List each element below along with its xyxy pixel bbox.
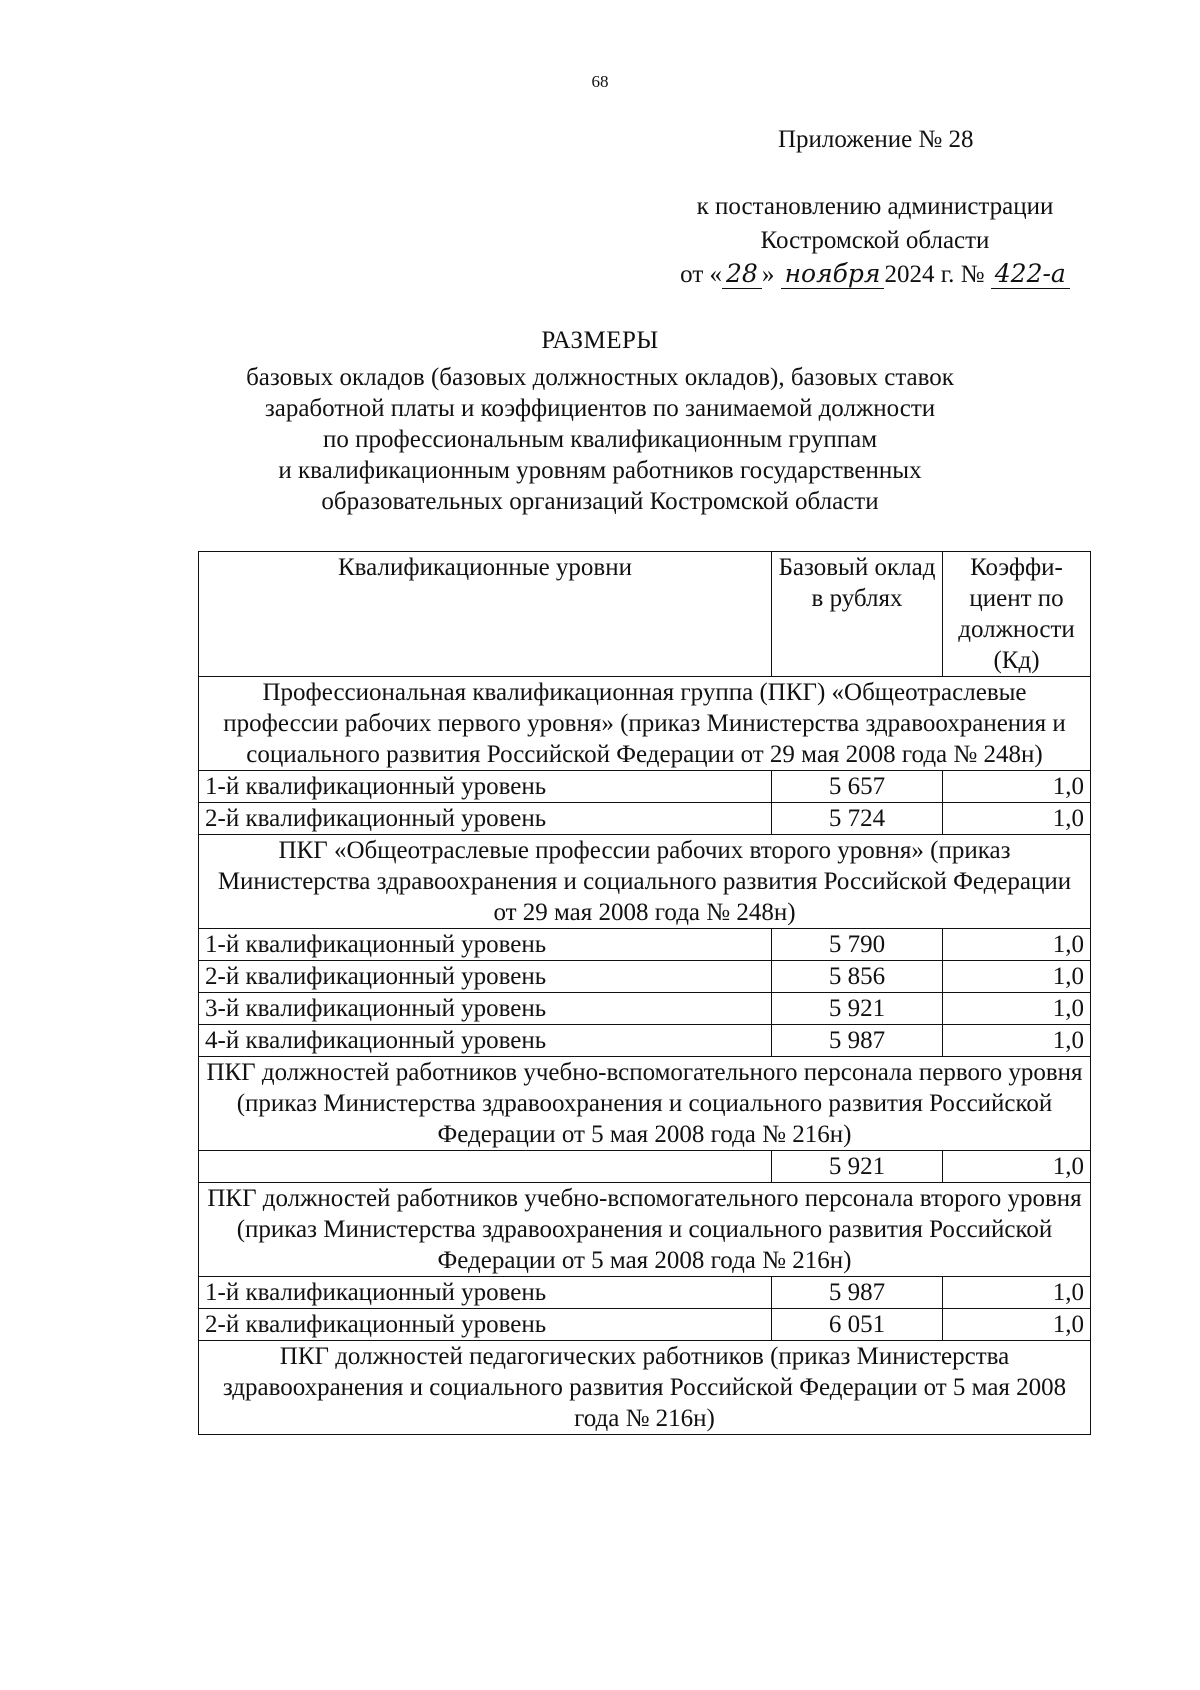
table-row — [199, 1151, 1091, 1183]
salary-cell: 5 657 — [772, 771, 943, 803]
group-row — [199, 1057, 1091, 1151]
decree-date — [600, 258, 1150, 292]
column-header-coefficient: Коэффи- циент по должности (Кд) — [943, 552, 1091, 677]
table-row — [199, 929, 1091, 961]
group-title: Профессиональная квалификационная группа (ПКГ) «Общеотраслевые профессии рабочих первого уровня» (приказ Министерства здравоохранения и социального развития Российской Федерации от 29 мая 2008 года № 248н) — [199, 677, 1091, 771]
handwritten-month: ноября — [781, 260, 885, 289]
level-cell: 2-й квалификационный уровень — [199, 961, 772, 993]
coefficient-cell: 1,0 — [943, 1309, 1091, 1341]
title-line: базовых окладов (базовых должностных окладов), базовых ставок — [246, 364, 954, 391]
title-line: и квалификационным уровням работников государственных — [278, 457, 922, 484]
decree-line-2: Костромской области — [760, 227, 990, 254]
column-header-salary: Базовый оклад в рублях — [772, 552, 943, 677]
group-row — [199, 835, 1091, 929]
coefficient-cell: 1,0 — [943, 1025, 1091, 1057]
title-line: по профессиональным квалификационным группам — [322, 426, 878, 453]
coefficient-cell: 1,0 — [943, 1151, 1091, 1183]
title-line: заработной платы и коэффициентов по занимаемой должности — [264, 395, 936, 422]
level-cell: 1-й квалификационный уровень — [199, 1277, 772, 1309]
level-cell: 1-й квалификационный уровень — [199, 929, 772, 961]
group-row — [199, 1341, 1091, 1435]
salary-table — [198, 551, 1091, 1435]
salary-cell: 6 051 — [772, 1309, 943, 1341]
table-row — [199, 961, 1091, 993]
coefficient-cell: 1,0 — [943, 771, 1091, 803]
level-cell: 1-й квалификационный уровень — [199, 771, 772, 803]
level-cell: 2-й квалификационный уровень — [199, 1309, 772, 1341]
table-row — [199, 993, 1091, 1025]
salary-cell: 5 921 — [772, 1151, 943, 1183]
coefficient-cell: 1,0 — [943, 929, 1091, 961]
table-row — [199, 1309, 1091, 1341]
salary-cell: 5 856 — [772, 961, 943, 993]
date-mid: » — [761, 261, 775, 288]
decree-line-1: к постановлению администрации — [696, 193, 1054, 220]
group-title: ПКГ «Общеотраслевые профессии рабочих второго уровня» (приказ Министерства здравоохранения и социального развития Российской Федерации от 29 мая 2008 года № 248н) — [199, 835, 1091, 929]
coefficient-cell: 1,0 — [943, 993, 1091, 1025]
handwritten-day: 28 — [722, 260, 762, 289]
title-line: образовательных организаций Костромской области — [321, 488, 879, 515]
salary-cell: 5 921 — [772, 993, 943, 1025]
table-row — [199, 771, 1091, 803]
level-cell — [199, 1151, 772, 1183]
handwritten-decree-number: 422-а — [991, 260, 1070, 289]
group-title: ПКГ должностей работников учебно-вспомогательного персонала второго уровня (приказ Министерства здравоохранения и социального развития Российской Федерации от 5 мая 2008 года № 216н) — [199, 1183, 1091, 1277]
salary-cell: 5 790 — [772, 929, 943, 961]
coefficient-cell: 1,0 — [943, 961, 1091, 993]
decree-reference — [600, 190, 1150, 292]
column-header-levels: Квалификационные уровни — [199, 552, 772, 677]
date-year: 2024 г. № — [884, 261, 985, 288]
table-row — [199, 803, 1091, 835]
group-row — [199, 677, 1091, 771]
date-prefix: от « — [680, 261, 723, 288]
table-row — [199, 1025, 1091, 1057]
salary-cell: 5 724 — [772, 803, 943, 835]
group-title: ПКГ должностей работников учебно-вспомогательного персонала первого уровня (приказ Министерства здравоохранения и социального развития Российской Федерации от 5 мая 2008 года № 216н) — [199, 1057, 1091, 1151]
level-cell: 4-й квалификационный уровень — [199, 1025, 772, 1057]
group-row — [199, 1183, 1091, 1277]
coefficient-cell: 1,0 — [943, 1277, 1091, 1309]
salary-cell: 5 987 — [772, 1025, 943, 1057]
level-cell: 3-й квалификационный уровень — [199, 993, 772, 1025]
level-cell: 2-й квалификационный уровень — [199, 803, 772, 835]
group-title: ПКГ должностей педагогических работников (приказ Министерства здравоохранения и социального развития Российской Федерации от 5 мая 2008 года № 216н) — [199, 1341, 1091, 1435]
coefficient-cell: 1,0 — [943, 803, 1091, 835]
table-header-row — [199, 552, 1091, 677]
appendix-label: Приложение № 28 — [778, 126, 974, 153]
salary-cell: 5 987 — [772, 1277, 943, 1309]
page-number: 68 — [591, 72, 609, 91]
document-title — [180, 325, 1020, 517]
title-heading: РАЗМЕРЫ — [541, 327, 659, 354]
table-row — [199, 1277, 1091, 1309]
